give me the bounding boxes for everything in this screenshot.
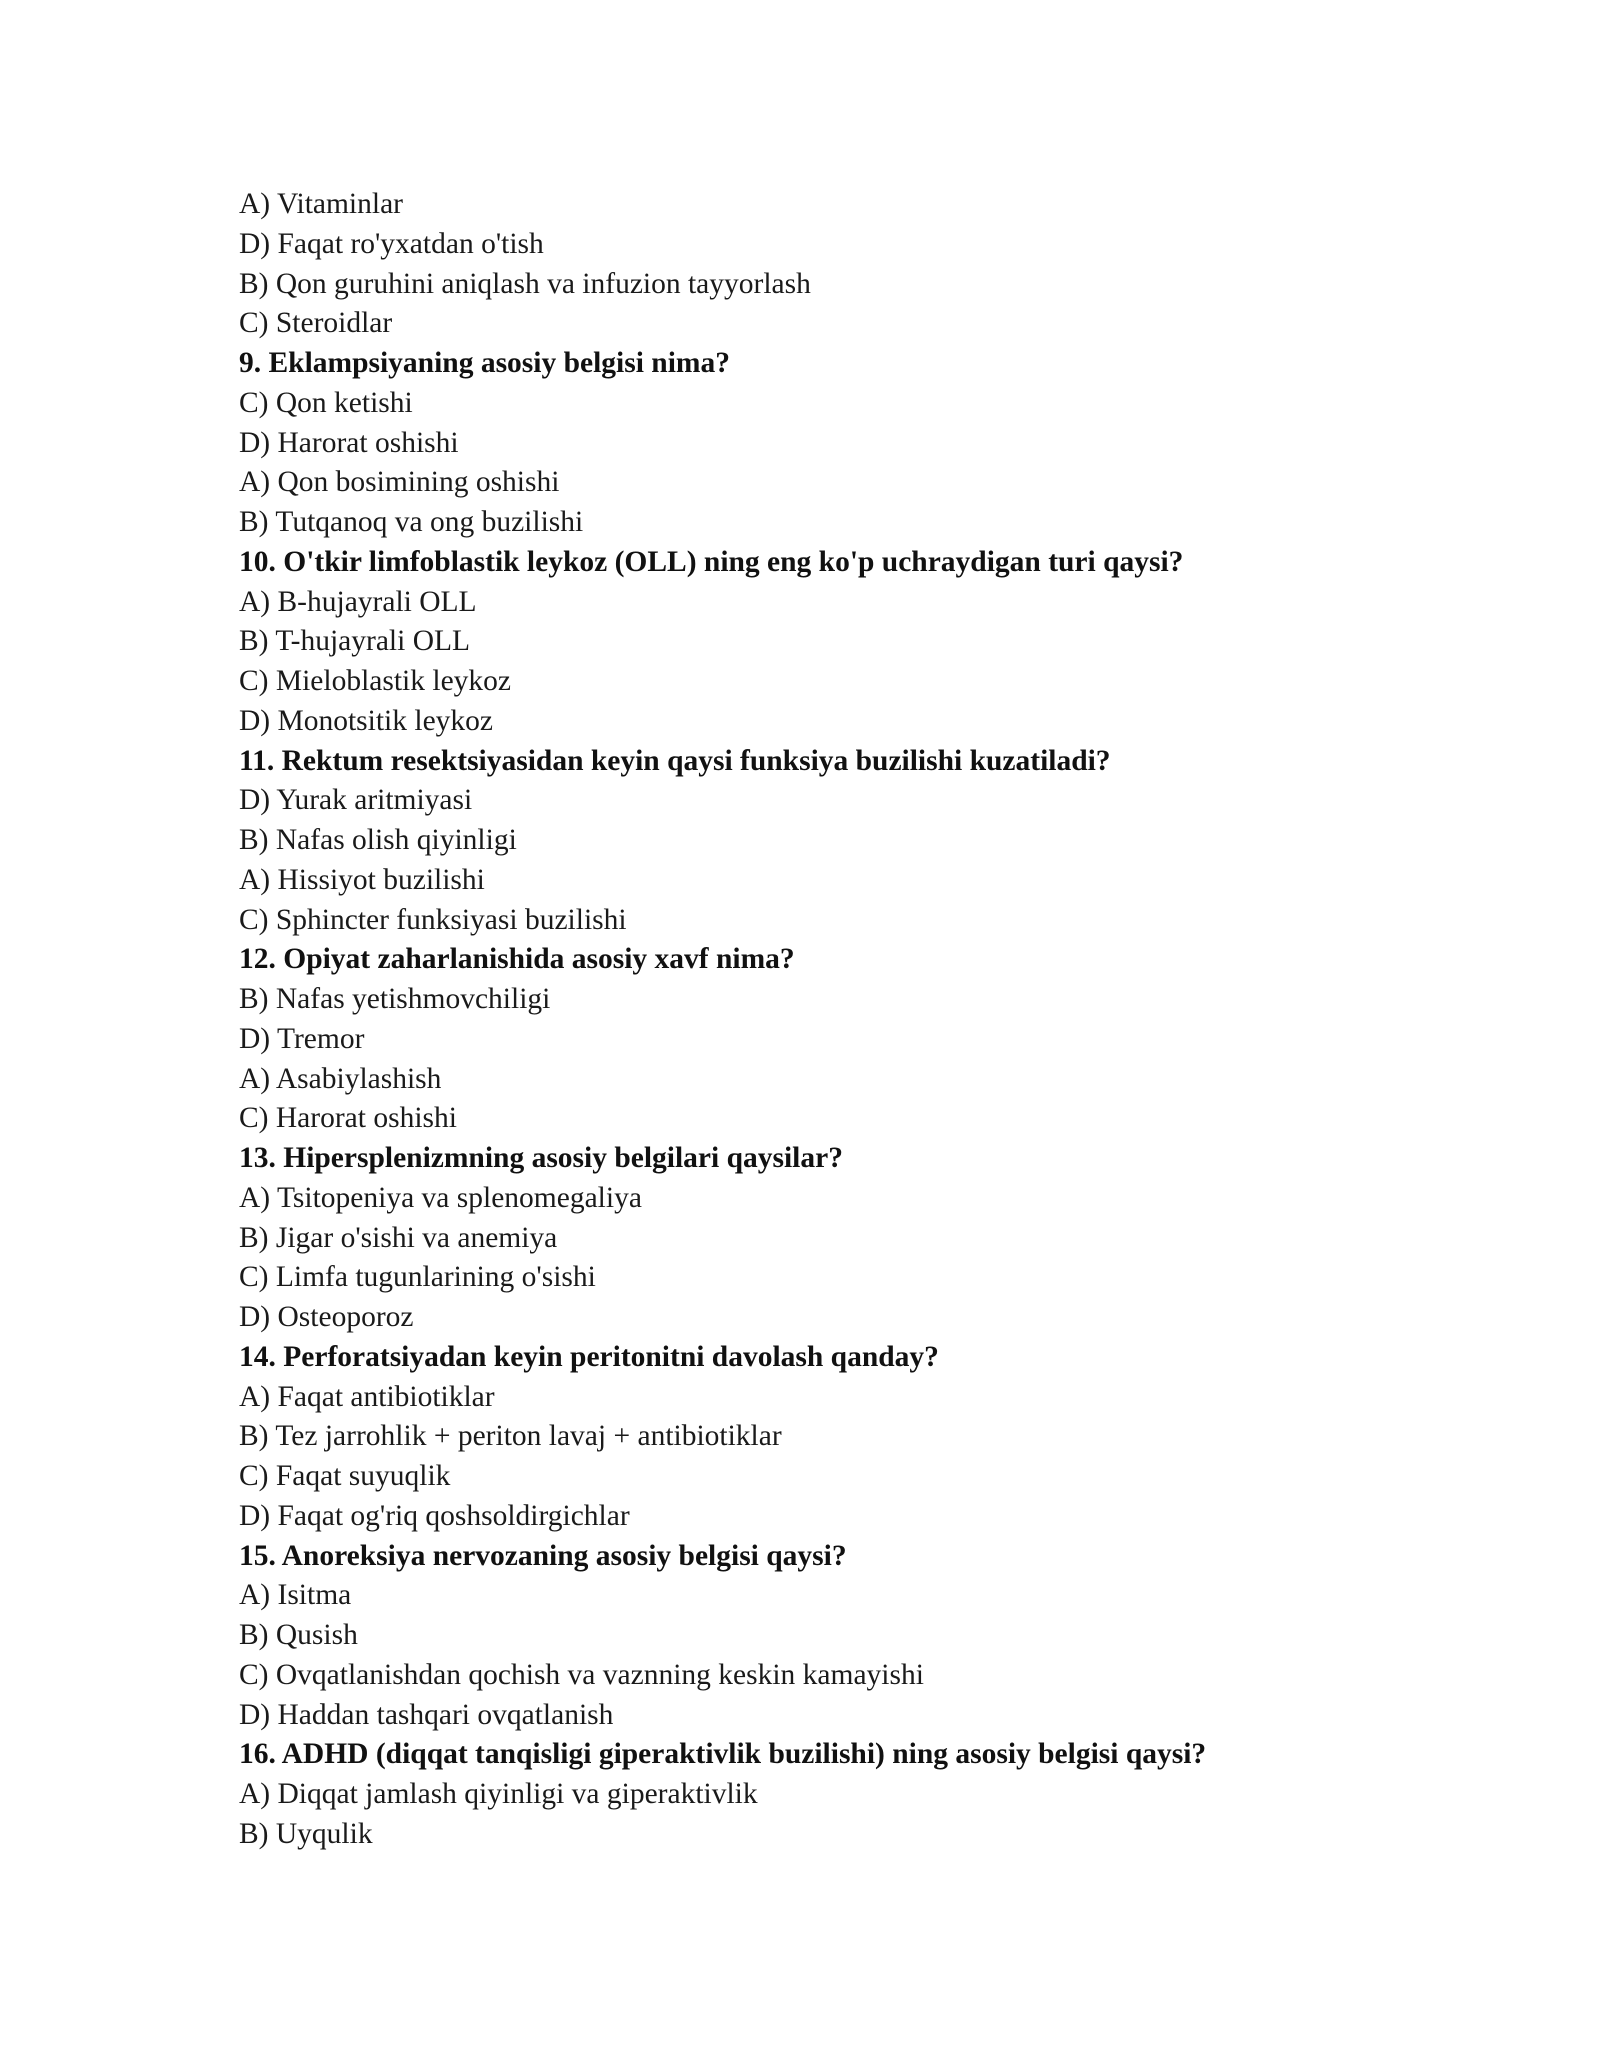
answer-option: C) Ovqatlanishdan qochish va vaznning keskin kamayishi bbox=[239, 1658, 924, 1691]
answer-option: A) Hissiyot buzilishi bbox=[239, 863, 485, 896]
answer-option: D) Faqat og'riq qoshsoldirgichlar bbox=[239, 1499, 630, 1532]
question-text: 15. Anoreksiya nervozaning asosiy belgisi qaysi? bbox=[239, 1539, 847, 1572]
answer-option: C) Harorat oshishi bbox=[239, 1102, 457, 1135]
quiz-content bbox=[239, 185, 1439, 1855]
answer-option: C) Qon ketishi bbox=[239, 386, 413, 419]
answer-option: A) Qon bosimining oshishi bbox=[239, 466, 560, 499]
question-text: 14. Perforatsiyadan keyin peritonitni davolash qanday? bbox=[239, 1340, 939, 1373]
answer-option: A) Diqqat jamlash qiyinligi va giperaktivlik bbox=[239, 1778, 758, 1810]
question-text: 11. Rektum resektsiyasidan keyin qaysi funksiya buzilishi kuzatiladi? bbox=[239, 744, 1111, 777]
answer-option: D) Yurak aritmiyasi bbox=[239, 784, 473, 817]
question-text: 13. Hipersplenizmning asosiy belgilari qaysilar? bbox=[239, 1142, 843, 1174]
answer-option: B) Jigar o'sishi va anemiya bbox=[239, 1221, 558, 1254]
answer-option: D) Faqat ro'yxatdan o'tish bbox=[239, 227, 544, 260]
answer-option: D) Haddan tashqari ovqatlanish bbox=[239, 1698, 614, 1731]
question-text: 9. Eklampsiyaning asosiy belgisi nima? bbox=[239, 347, 730, 379]
answer-option: A) Tsitopeniya va splenomegaliya bbox=[239, 1181, 642, 1214]
answer-option: B) Tez jarrohlik + periton lavaj + antibiotiklar bbox=[239, 1420, 782, 1453]
question-text: 10. O'tkir limfoblastik leykoz (OLL) ning eng ko'p uchraydigan turi qaysi? bbox=[239, 545, 1184, 578]
answer-option: A) Asabiylashish bbox=[239, 1062, 442, 1095]
answer-option: B) Qusish bbox=[239, 1619, 358, 1651]
question-text: 16. ADHD (diqqat tanqisligi giperaktivlik buzilishi) ning asosiy belgisi qaysi? bbox=[239, 1738, 1207, 1771]
answer-option: C) Faqat suyuqlik bbox=[239, 1460, 451, 1492]
answer-option: A) Isitma bbox=[239, 1579, 352, 1612]
answer-option: C) Steroidlar bbox=[239, 307, 393, 340]
answer-option: B) Tutqanoq va ong buzilishi bbox=[239, 506, 584, 538]
answer-option: B) T-hujayrali OLL bbox=[239, 625, 471, 658]
answer-option: D) Harorat oshishi bbox=[239, 426, 459, 459]
answer-option: A) Vitaminlar bbox=[239, 188, 403, 220]
answer-option: D) Tremor bbox=[239, 1022, 365, 1055]
question-text: 12. Opiyat zaharlanishida asosiy xavf nima? bbox=[239, 943, 795, 976]
answer-option: B) Uyqulik bbox=[239, 1817, 373, 1850]
answer-option: C) Mieloblastik leykoz bbox=[239, 665, 512, 697]
answer-option: A) Faqat antibiotiklar bbox=[239, 1380, 495, 1413]
answer-option: B) Nafas olish qiyinligi bbox=[239, 824, 517, 856]
answer-option: C) Sphincter funksiyasi buzilishi bbox=[239, 903, 627, 936]
answer-option: C) Limfa tugunlarining o'sishi bbox=[239, 1261, 596, 1294]
answer-option: B) Nafas yetishmovchiligi bbox=[239, 983, 551, 1015]
answer-option: A) B-hujayrali OLL bbox=[239, 585, 477, 618]
answer-option: B) Qon guruhini aniqlash va infuzion tayyorlash bbox=[239, 267, 811, 300]
answer-option: D) Monotsitik leykoz bbox=[239, 704, 494, 737]
answer-option: D) Osteoporoz bbox=[239, 1301, 414, 1333]
